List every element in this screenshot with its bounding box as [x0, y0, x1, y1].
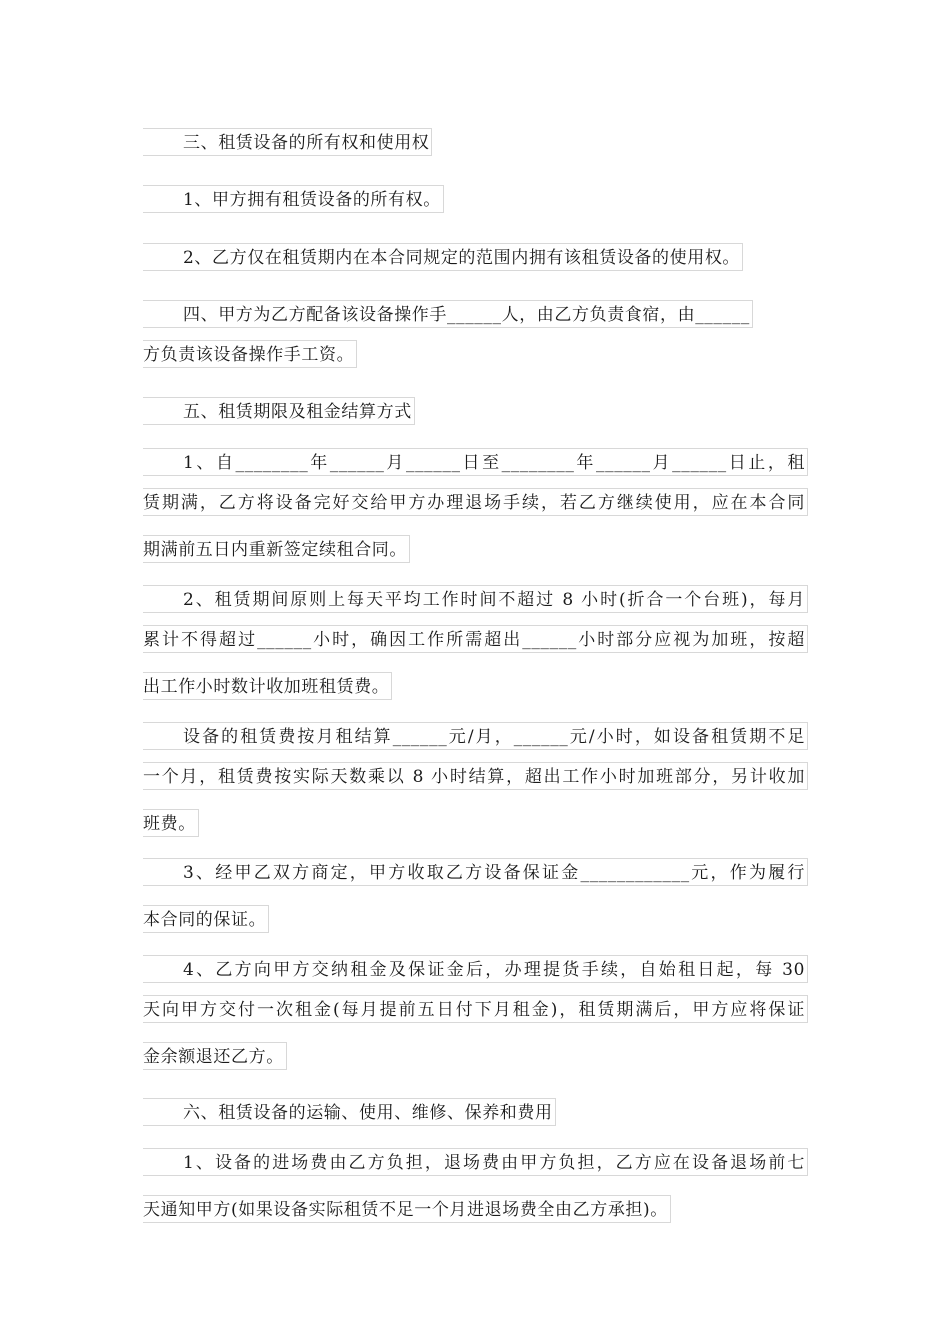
- text-line: 金余额退还乙方。: [143, 1042, 287, 1070]
- section-heading-operators: [143, 293, 808, 373]
- text-line: 1、自________年______月______日至________年______月______日止，租: [143, 448, 808, 476]
- paragraph: [143, 955, 808, 1075]
- text-line: 本合同的保证。: [143, 905, 269, 933]
- section-heading-ownership: [143, 121, 808, 161]
- text-line: 4、乙方向甲方交纳租金及保证金后，办理提货手续，自始租日起，每 30: [143, 955, 808, 983]
- text-line: 3、经甲乙双方商定，甲方收取乙方设备保证金____________元，作为履行: [143, 858, 808, 886]
- text-line: 一个月，租赁费按实际天数乘以 8 小时结算，超出工作小时加班部分，另计收加: [143, 762, 808, 790]
- text-line: 2、租赁期间原则上每天平均工作时间不超过 8 小时(折合一个台班)，每月: [143, 585, 808, 613]
- text-line: 天通知甲方(如果设备实际租赁不足一个月进退场费全由乙方承担)。: [143, 1195, 671, 1223]
- paragraph: [143, 448, 808, 568]
- text-line: 三、租赁设备的所有权和使用权: [143, 128, 432, 156]
- text-line: 四、甲方为乙方配备该设备操作手______人，由乙方负责食宿，由______: [143, 300, 753, 328]
- paragraph: [143, 1148, 808, 1228]
- paragraph: [143, 585, 808, 705]
- text-line: 赁期满，乙方将设备完好交给甲方办理退场手续，若乙方继续使用，应在本合同: [143, 488, 808, 516]
- text-line: 期满前五日内重新签定续租合同。: [143, 535, 410, 563]
- text-line: 设备的租赁费按月租结算______元/月，______元/小时，如设备租赁期不足: [143, 722, 808, 750]
- text-line: 天向甲方交付一次租金(每月提前五日付下月租金)，租赁期满后，甲方应将保证: [143, 995, 808, 1023]
- section-heading-term: [143, 390, 808, 430]
- paragraph: [143, 722, 808, 842]
- section-heading-transport: [143, 1091, 808, 1131]
- paragraph: [143, 858, 808, 938]
- text-line: 1、设备的进场费由乙方负担，退场费由甲方负担，乙方应在设备退场前七: [143, 1148, 808, 1176]
- text-line: 班费。: [143, 809, 199, 837]
- text-line: 方负责该设备操作手工资。: [143, 340, 357, 368]
- text-line: 五、租赁期限及租金结算方式: [143, 397, 415, 425]
- text-line: 出工作小时数计收加班租赁费。: [143, 672, 392, 700]
- paragraph: [143, 178, 808, 218]
- text-line: 六、租赁设备的运输、使用、维修、保养和费用: [143, 1098, 556, 1126]
- text-line: 累计不得超过______小时，确因工作所需超出______小时部分应视为加班，按超: [143, 625, 808, 653]
- text-line: 2、乙方仅在租赁期内在本合同规定的范围内拥有该租赁设备的使用权。: [143, 243, 743, 271]
- text-line: 1、甲方拥有租赁设备的所有权。: [143, 185, 444, 213]
- paragraph: [143, 236, 808, 276]
